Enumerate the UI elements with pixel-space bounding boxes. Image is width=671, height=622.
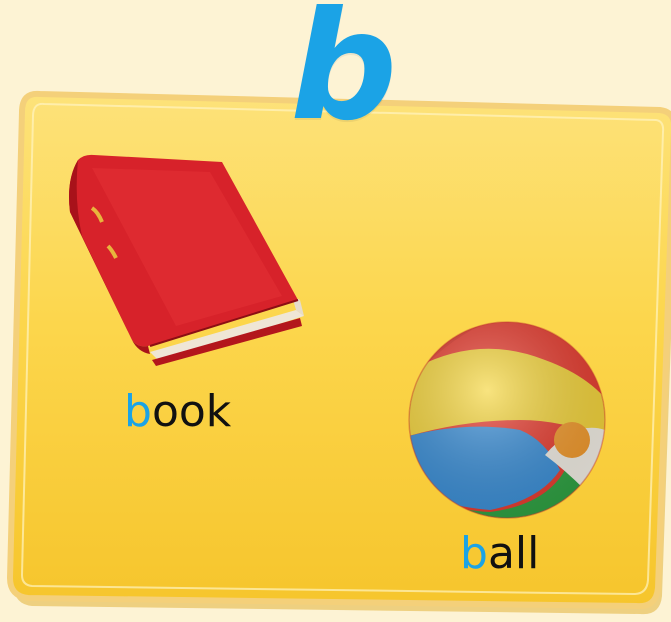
word-first-letter: b: [460, 528, 488, 579]
word-ball: [460, 530, 539, 578]
word-rest: ook: [151, 386, 232, 437]
word-book: [124, 388, 231, 436]
word-rest: all: [487, 528, 540, 579]
featured-letter: b: [290, 0, 398, 154]
word-first-letter: b: [124, 386, 152, 437]
